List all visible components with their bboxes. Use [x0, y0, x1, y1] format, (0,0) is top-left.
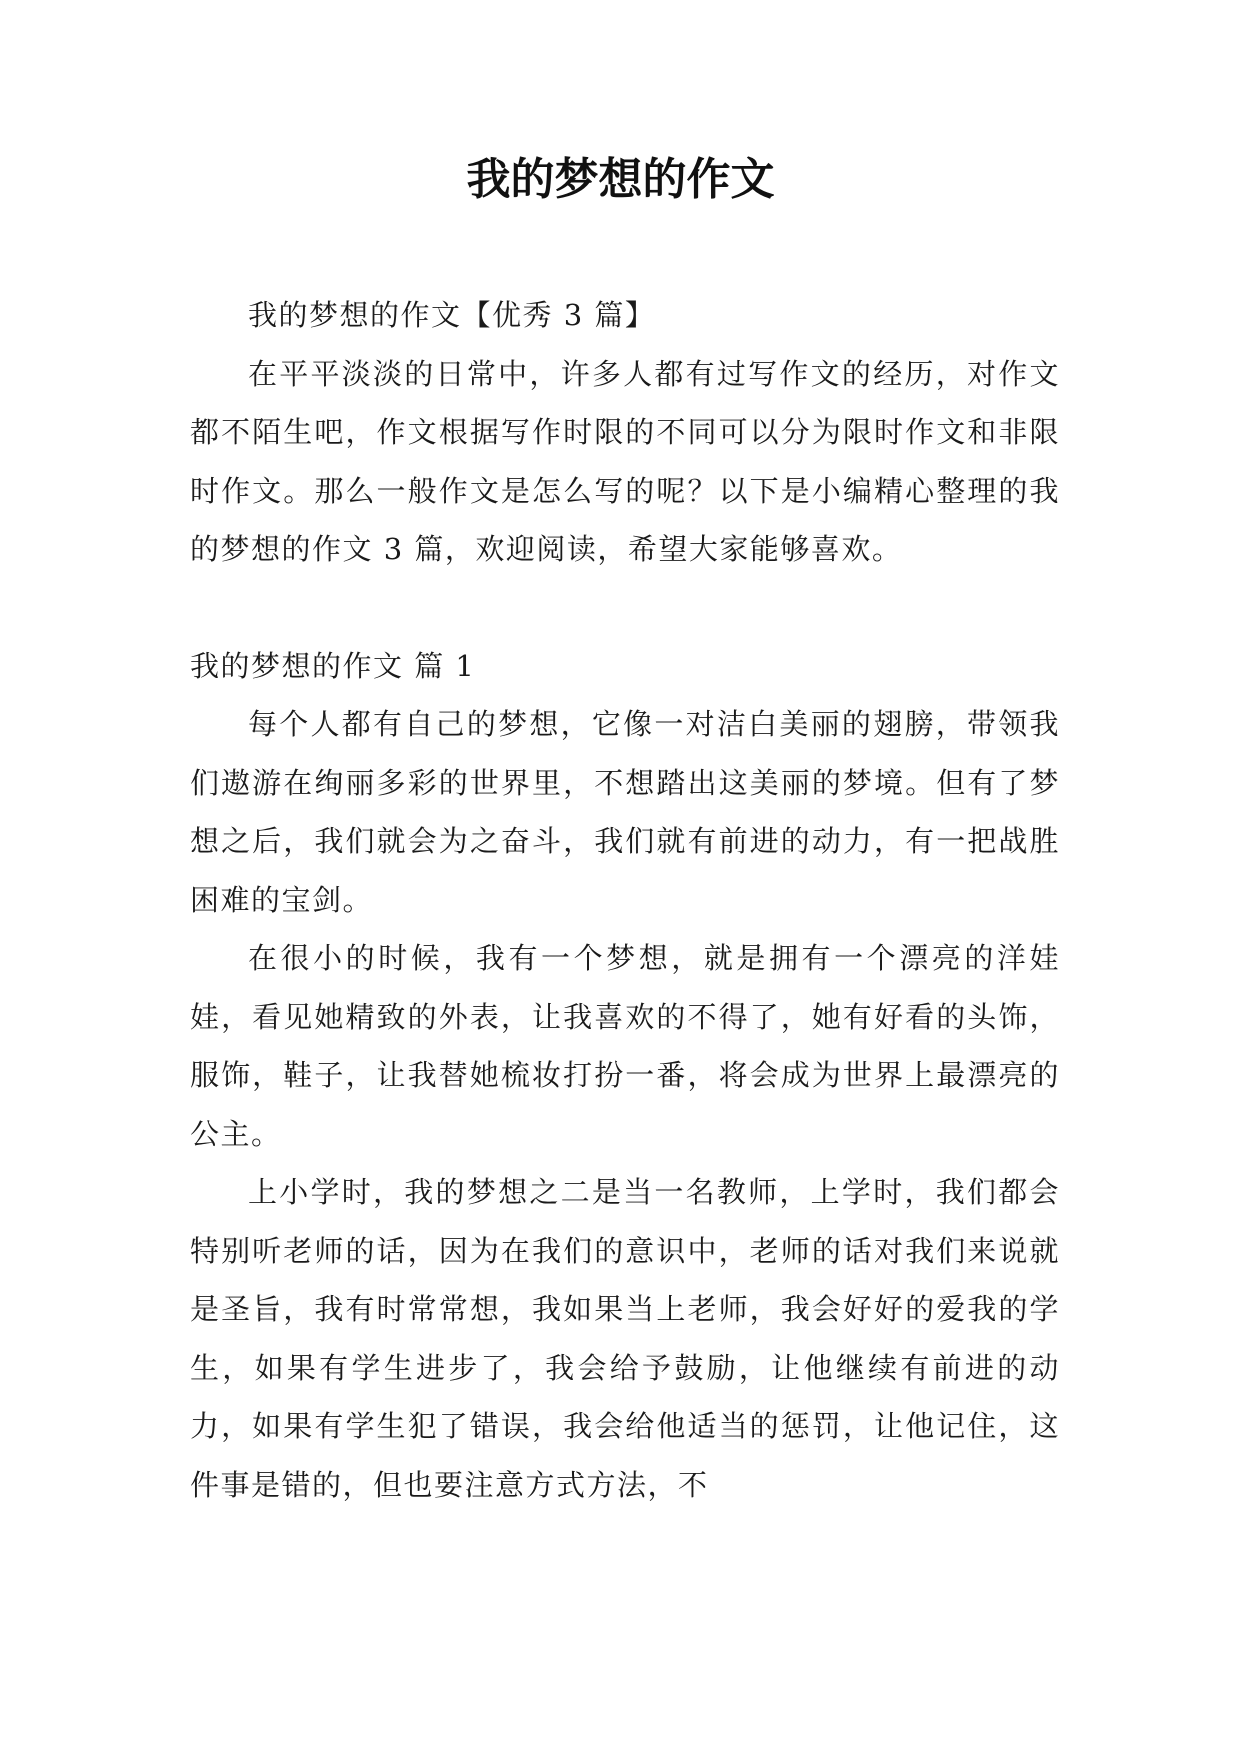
body-paragraph: 在很小的时候，我有一个梦想，就是拥有一个漂亮的洋娃娃，看见她精致的外表，让我喜欢的不得了，她有好看的头饰，服饰，鞋子，让我替她梳妆打扮一番，将会成为世界上最漂亮的公主。 [190, 941, 1060, 1151]
intro-paragraph: 在平平淡淡的日常中，许多人都有过写作文的经历，对作文都不陌生吧，作文根据写作时限的不同可以分为限时作文和非限时作文。那么一般作文是怎么写的呢？以下是小编精心整理的我的梦想的作文 3 篇，欢迎阅读，希望大家能够喜欢。 [190, 356, 1060, 566]
document-body [190, 286, 1060, 1514]
document-subtitle: 我的梦想的作文【优秀 3 篇】 [248, 298, 656, 332]
body-paragraph: 上小学时，我的梦想之二是当一名教师，上学时，我们都会特别听老师的话，因为在我们的意识中，老师的话对我们来说就是圣旨，我有时常常想，我如果当上老师，我会好好的爱我的学生，如果有学生进步了，我会给予鼓励，让他继续有前进的动力，如果有学生犯了错误，我会给他适当的惩罚，让他记住，这件事是错的，但也要注意方式方法，不 [190, 1175, 1060, 1502]
section-heading: 我的梦想的作文 篇 1 [190, 648, 476, 683]
document-title: 我的梦想的作文 [466, 154, 775, 205]
section-spacer [190, 579, 1060, 637]
body-paragraph: 每个人都有自己的梦想，它像一对洁白美丽的翅膀，带领我们遨游在绚丽多彩的世界里，不想踏出这美丽的梦境。但有了梦想之后，我们就会为之奋斗，我们就有前进的动力，有一把战胜困难的宝剑。 [190, 707, 1060, 917]
